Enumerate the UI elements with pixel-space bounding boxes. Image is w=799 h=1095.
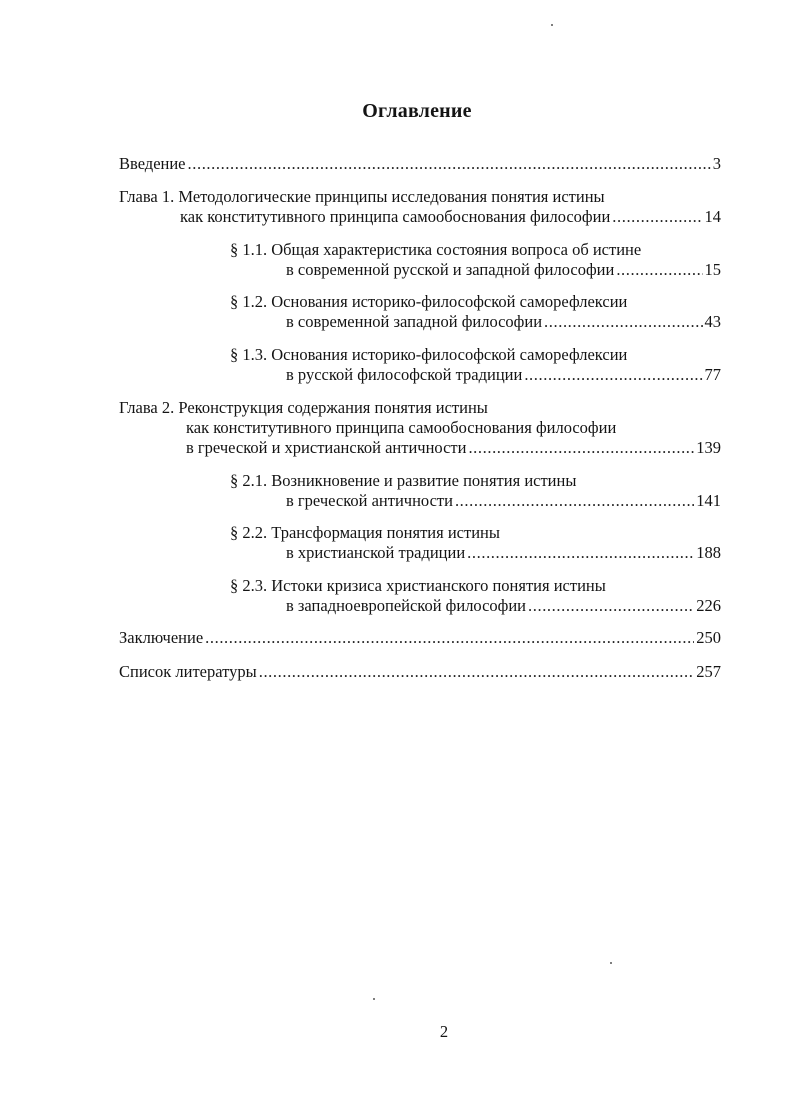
toc-entry-page: 257	[696, 662, 721, 681]
toc-entry-section-2-1	[286, 491, 721, 511]
toc-entry-page: 15	[704, 260, 721, 279]
toc-entry-page: 141	[696, 491, 721, 510]
toc-entry-chapter-1-line: Глава 1. Методологические принципы исследования понятия истины	[119, 187, 605, 206]
toc-entry-section-2-3	[286, 596, 721, 616]
toc-entry-section-2-3-line: § 2.3. Истоки кризиса христианского понятия истины	[230, 576, 606, 595]
toc-entry-label: Введение	[119, 154, 186, 173]
toc-entry-section-1-1	[286, 260, 721, 280]
page-number: 2	[439, 1022, 449, 1041]
toc-entry-page: 188	[696, 543, 721, 562]
toc-entry-bibliography	[119, 662, 721, 682]
toc-entry-section-1-2	[286, 312, 721, 332]
scan-speck	[373, 998, 375, 1000]
toc-entry-page: 3	[712, 154, 721, 173]
toc-entry-section-1-2-line: § 1.2. Основания историко-философской саморефлексии	[230, 292, 628, 311]
toc-entry-page: 77	[704, 365, 721, 384]
page-title: Оглавление	[362, 100, 472, 122]
toc-entry-label: в русской философской традиции	[286, 365, 523, 384]
toc-entry-page: 226	[696, 596, 721, 615]
toc-entry-section-2-2-line: § 2.2. Трансформация понятия истины	[230, 523, 500, 542]
toc-entry-label: в греческой античности	[286, 491, 453, 510]
scan-speck	[551, 24, 553, 26]
toc-entry-chapter-1	[180, 207, 721, 227]
toc-entry-section-1-3-line: § 1.3. Основания историко-философской саморефлексии	[230, 345, 628, 364]
toc-entry-label: в христианской традиции	[286, 543, 466, 562]
toc-leader-dots	[612, 207, 702, 227]
toc-leader-dots	[188, 154, 711, 174]
toc-entry-label: в современной русской и западной философии	[286, 260, 615, 279]
toc-entry-chapter-2-line-1: Глава 2. Реконструкция содержания понятия истины	[119, 398, 488, 417]
toc-entry-page: 14	[704, 207, 721, 226]
toc-entry-label: в западноевропейской философии	[286, 596, 527, 615]
toc-leader-dots	[616, 260, 702, 280]
toc-entry-chapter-2	[186, 438, 721, 458]
toc-entry-section-2-1-line: § 2.1. Возникновение и развитие понятия истины	[230, 471, 577, 490]
toc-entry-label: Заключение	[119, 628, 204, 647]
toc-leader-dots	[205, 628, 694, 648]
toc-entry-conclusion	[119, 628, 721, 648]
toc-leader-dots	[259, 662, 695, 682]
toc-entry-section-1-1-line: § 1.1. Общая характеристика состояния вопроса об истине	[230, 240, 642, 259]
toc-entry-introduction	[119, 154, 721, 174]
toc-entry-chapter-2-line-2: как конститутивного принципа самообоснования философии	[186, 418, 617, 437]
toc-entry-label: Список литературы	[119, 662, 257, 681]
toc-entry-label: в греческой и христианской античности	[186, 438, 467, 457]
toc-entry-page: 43	[704, 312, 721, 331]
scan-speck	[610, 962, 612, 964]
toc-entry-page: 250	[696, 628, 721, 647]
toc-leader-dots	[544, 312, 702, 332]
toc-entry-page: 139	[696, 438, 721, 457]
toc-leader-dots	[468, 438, 694, 458]
toc-leader-dots	[455, 491, 694, 511]
toc-entry-label: как конститутивного принципа самообоснования философии	[180, 207, 611, 226]
toc-leader-dots	[528, 596, 694, 616]
toc-entry-label: в современной западной философии	[286, 312, 543, 331]
toc-leader-dots	[467, 543, 694, 563]
toc-leader-dots	[524, 365, 702, 385]
toc-entry-section-1-3	[286, 365, 721, 385]
toc-entry-section-2-2	[286, 543, 721, 563]
